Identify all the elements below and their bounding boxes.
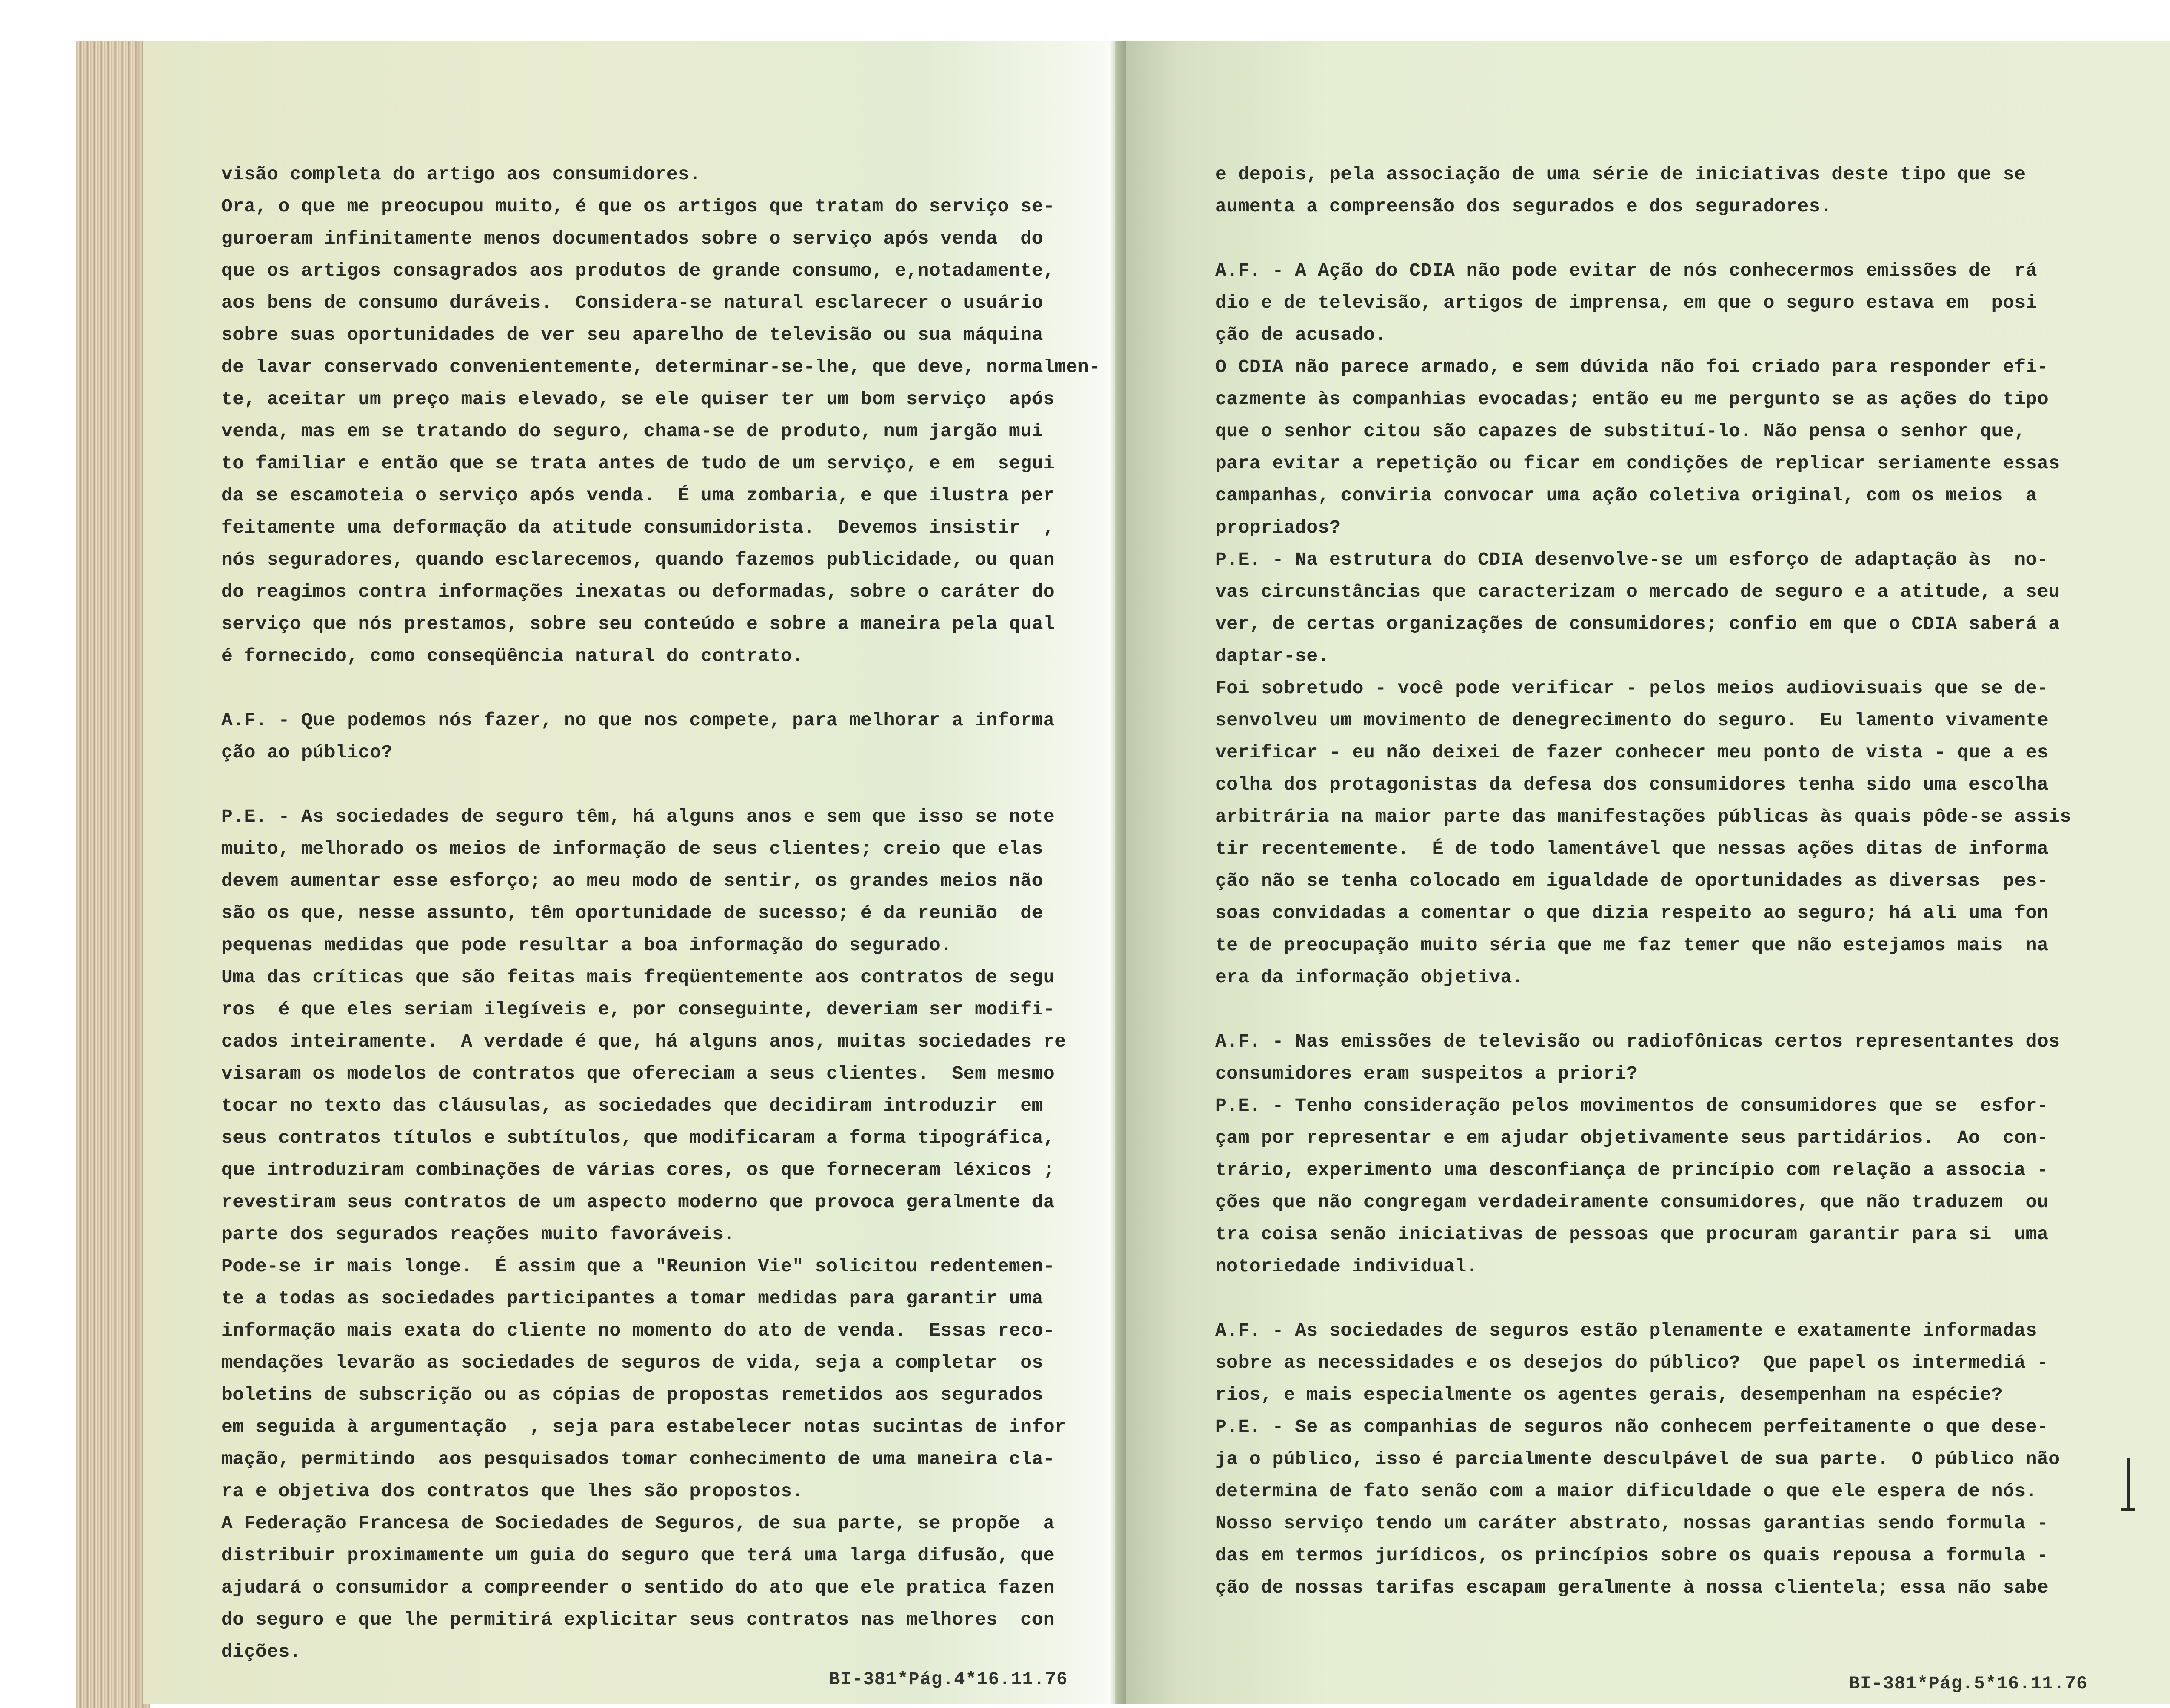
text-line: ção ao público? [221,742,393,763]
text-line: sobre as necessidades e os desejos do público? Que papel os intermediá - [1215,1352,2049,1373]
text-line: P.E. - Tenho consideração pelos movimentos de consumidores que se esfor- [1215,1095,2049,1116]
text-line: pequenas medidas que pode resultar a boa informação do segurado. [221,935,952,956]
text-line: ros é que eles seriam ilegíveis e, por conseguinte, deveriam ser modifi- [221,999,1055,1020]
text-line: P.E. - As sociedades de seguro têm, há alguns anos e sem que isso se note [221,806,1055,827]
text-line: Ora, o que me preocupou muito, é que os artigos que tratam do serviço se- [221,196,1055,217]
left-page-footer: BI-381*Pág.4*16.11.76 [829,1669,1068,1690]
text-line: Uma das críticas que são feitas mais freqüentemente aos contratos de segu [221,967,1055,988]
text-line: do seguro e que lhe permitirá explicitar seus contratos nas melhores con [221,1609,1055,1630]
text-line: distribuir proximamente um guia do seguro que terá uma larga difusão, que [221,1545,1055,1566]
text-line: tocar no texto das cláusulas, as sociedades que decidiram introduzir em [221,1095,1043,1116]
paragraph-gap [1215,1283,2071,1315]
text-line: dições. [221,1641,302,1662]
text-line: rios, e mais especialmente os agentes gerais, desempenham na espécie? [1215,1384,2003,1405]
text-line: são os que, nesse assunto, têm oportunidade de sucesso; é da reunião de [221,902,1043,924]
margin-mark [2127,1458,2130,1511]
right-page [1115,41,2170,1704]
text-line: te, aceitar um preço mais elevado, se ele quiser ter um bom serviço após [221,388,1055,410]
text-line: cazmente às companhias evocadas; então eu me pergunto se as ações do tipo [1215,388,2049,410]
right-page-footer: BI-381*Pág.5*16.11.76 [1849,1673,2088,1694]
text-line: A.F. - Nas emissões de televisão ou radiofônicas certos representantes dos [1215,1031,2060,1052]
paragraph-gap [1215,994,2071,1026]
text-line: dio e de televisão, artigos de imprensa, em que o seguro estava em posi [1215,292,2037,313]
text-line: A.F. - A Ação do CDIA não pode evitar de nós conhecermos emissões de rá [1215,260,2037,281]
text-line: que introduziram combinações de várias cores, os que forneceram léxicos ; [221,1159,1055,1181]
text-line: A.F. - Que podemos nós fazer, no que nos compete, para melhorar a informa [221,710,1055,731]
text-line: e depois, pela associação de uma série de iniciativas deste tipo que se [1215,164,2026,185]
text-line: te a todas as sociedades participantes a tomar medidas para garantir uma [221,1288,1043,1309]
margin-mark [2121,1508,2135,1511]
text-line: tir recentemente. É de todo lamentável que nessas ações ditas de informa [1215,838,2049,859]
text-line: aumenta a compreensão dos segurados e dos seguradores. [1215,196,1832,217]
text-line: P.E. - Se as companhias de seguros não conhecem perfeitamente o que dese- [1215,1416,2049,1438]
text-line: daptar-se. [1215,645,1330,667]
text-line: cados inteiramente. A verdade é que, há alguns anos, muitas sociedades re [221,1031,1066,1052]
text-line: ajudará o consumidor a compreender o sentido do ato que ele pratica fazen [221,1577,1055,1598]
text-line: do reagimos contra informações inexatas ou deformadas, sobre o caráter do [221,581,1055,602]
text-line: campanhas, conviria convocar uma ação coletiva original, com os meios a [1215,485,2037,506]
text-line: é fornecido, como conseqüência natural do contrato. [221,645,804,667]
page-edges [76,41,150,1708]
text-line: aos bens de consumo duráveis. Considera-se natural esclarecer o usuário [221,292,1043,313]
right-page-body [1215,158,2071,1604]
text-line: que os artigos consagrados aos produtos de grande consumo, e,notadamente, [221,260,1055,281]
text-line: arbitrária na maior parte das manifestações públicas às quais pôde-se assis [1215,806,2071,827]
text-line: guroeram infinitamente menos documentados sobre o serviço após venda do [221,228,1043,249]
text-line: revestiram seus contratos de um aspecto moderno que provoca geralmente da [221,1191,1055,1213]
paragraph-gap [221,672,1100,704]
text-line: ção de nossas tarifas escapam geralmente à nossa clientela; essa não sabe [1215,1577,2049,1598]
text-line: muito, melhorado os meios de informação de seus clientes; creio que elas [221,838,1043,859]
text-line: A Federação Francesa de Sociedades de Seguros, de sua parte, se propõe a [221,1513,1055,1534]
book-gutter [1109,41,1126,1704]
text-line: çam por representar e em ajudar objetivamente seus partidários. Ao con- [1215,1127,2049,1149]
text-line: feitamente uma deformação da atitude consumidorista. Devemos insistir , [221,517,1055,538]
text-line: informação mais exata do cliente no momento do ato de venda. Essas reco- [221,1320,1055,1341]
text-line: parte dos segurados reações muito favoráveis. [221,1224,735,1245]
text-line: O CDIA não parece armado, e sem dúvida não foi criado para responder efi- [1215,356,2049,378]
text-line: propriados? [1215,517,1341,538]
text-line: trário, experimento uma desconfiança de princípio com relação a associa - [1215,1159,2049,1181]
text-line: nós seguradores, quando esclarecemos, quando fazemos publicidade, ou quan [221,549,1055,570]
text-line: mação, permitindo aos pesquisados tomar conhecimento de uma maneira cla- [221,1448,1055,1470]
text-line: ver, de certas organizações de consumidores; confio em que o CDIA saberá a [1215,613,2060,635]
text-line: A.F. - As sociedades de seguros estão plenamente e exatamente informadas [1215,1320,2037,1341]
text-line: ja o público, isso é parcialmente desculpável de sua parte. O público não [1215,1448,2060,1470]
text-line: te de preocupação muito séria que me faz temer que não estejamos mais na [1215,935,2049,956]
text-line: de lavar conservado convenientemente, determinar-se-lhe, que deve, normalmen- [221,356,1101,378]
text-line: tra coisa senão iniciativas de pessoas que procuram garantir para si uma [1215,1224,2049,1245]
text-line: das em termos jurídicos, os princípios sobre os quais repousa a formula - [1215,1545,2049,1566]
text-line: era da informação objetiva. [1215,967,1524,988]
text-line: senvolveu um movimento de denegrecimento do seguro. Eu lamento vivamente [1215,710,2049,731]
paragraph-gap [1215,223,2071,255]
text-line: visão completa do artigo aos consumidores. [221,164,701,185]
text-line: ção não se tenha colocado em igualdade de oportunidades as diversas pes- [1215,870,2049,892]
text-line: Nosso serviço tendo um caráter abstrato, nossas garantias sendo formula - [1215,1513,2049,1534]
text-line: determina de fato senão com a maior dificuldade o que ele espera de nós. [1215,1481,2037,1502]
text-line: Foi sobretudo - você pode verificar - pelos meios audiovisuais que se de- [1215,678,2049,699]
text-line: vas circunstâncias que caracterizam o mercado de seguro e a atitude, a seu [1215,581,2060,602]
text-line: Pode-se ir mais longe. É assim que a "Reunion Vie" solicitou redentemen- [221,1256,1055,1277]
text-line: P.E. - Na estrutura do CDIA desenvolve-se um esforço de adaptação às no- [1215,549,2049,570]
text-line: que o senhor citou são capazes de substituí-lo. Não pensa o senhor que, [1215,421,2026,442]
text-line: to familiar e então que se trata antes de tudo de um serviço, e em segui [221,453,1055,474]
text-line: colha dos protagonistas da defesa dos consumidores tenha sido uma escolha [1215,774,2049,795]
text-line: notoriedade individual. [1215,1256,1478,1277]
text-line: soas convidadas a comentar o que dizia respeito ao seguro; há ali uma fon [1215,902,2049,924]
text-line: serviço que nós prestamos, sobre seu conteúdo e sobre a maneira pela qual [221,613,1055,635]
text-line: para evitar a repetição ou ficar em condições de replicar seriamente essas [1215,453,2060,474]
text-line: em seguida à argumentação , seja para estabelecer notas sucintas de infor [221,1416,1066,1438]
left-page [143,41,1115,1704]
text-line: venda, mas em se tratando do seguro, chama-se de produto, num jargão mui [221,421,1043,442]
text-line: verificar - eu não deixei de fazer conhecer meu ponto de vista - que a es [1215,742,2049,763]
text-line: ção de acusado. [1215,324,1387,346]
text-line: consumidores eram suspeitos a priori? [1215,1063,1638,1084]
text-line: sobre suas oportunidades de ver seu aparelho de televisão ou sua máquina [221,324,1043,346]
paragraph-gap [221,769,1100,801]
left-page-body [221,158,1100,1668]
text-line: da se escamoteia o serviço após venda. É uma zombaria, e que ilustra per [221,485,1055,506]
text-line: mendações levarão as sociedades de seguros de vida, seja a completar os [221,1352,1043,1373]
text-line: boletins de subscrição ou as cópias de propostas remetidos aos segurados [221,1384,1043,1405]
text-line: devem aumentar esse esforço; ao meu modo de sentir, os grandes meios não [221,870,1043,892]
text-line: ra e objetiva dos contratos que lhes são propostos. [221,1481,804,1502]
text-line: seus contratos títulos e subtítulos, que modificaram a forma tipográfica, [221,1127,1055,1149]
text-line: ções que não congregam verdadeiramente consumidores, que não traduzem ou [1215,1191,2049,1213]
text-line: visaram os modelos de contratos que ofereciam a seus clientes. Sem mesmo [221,1063,1055,1084]
